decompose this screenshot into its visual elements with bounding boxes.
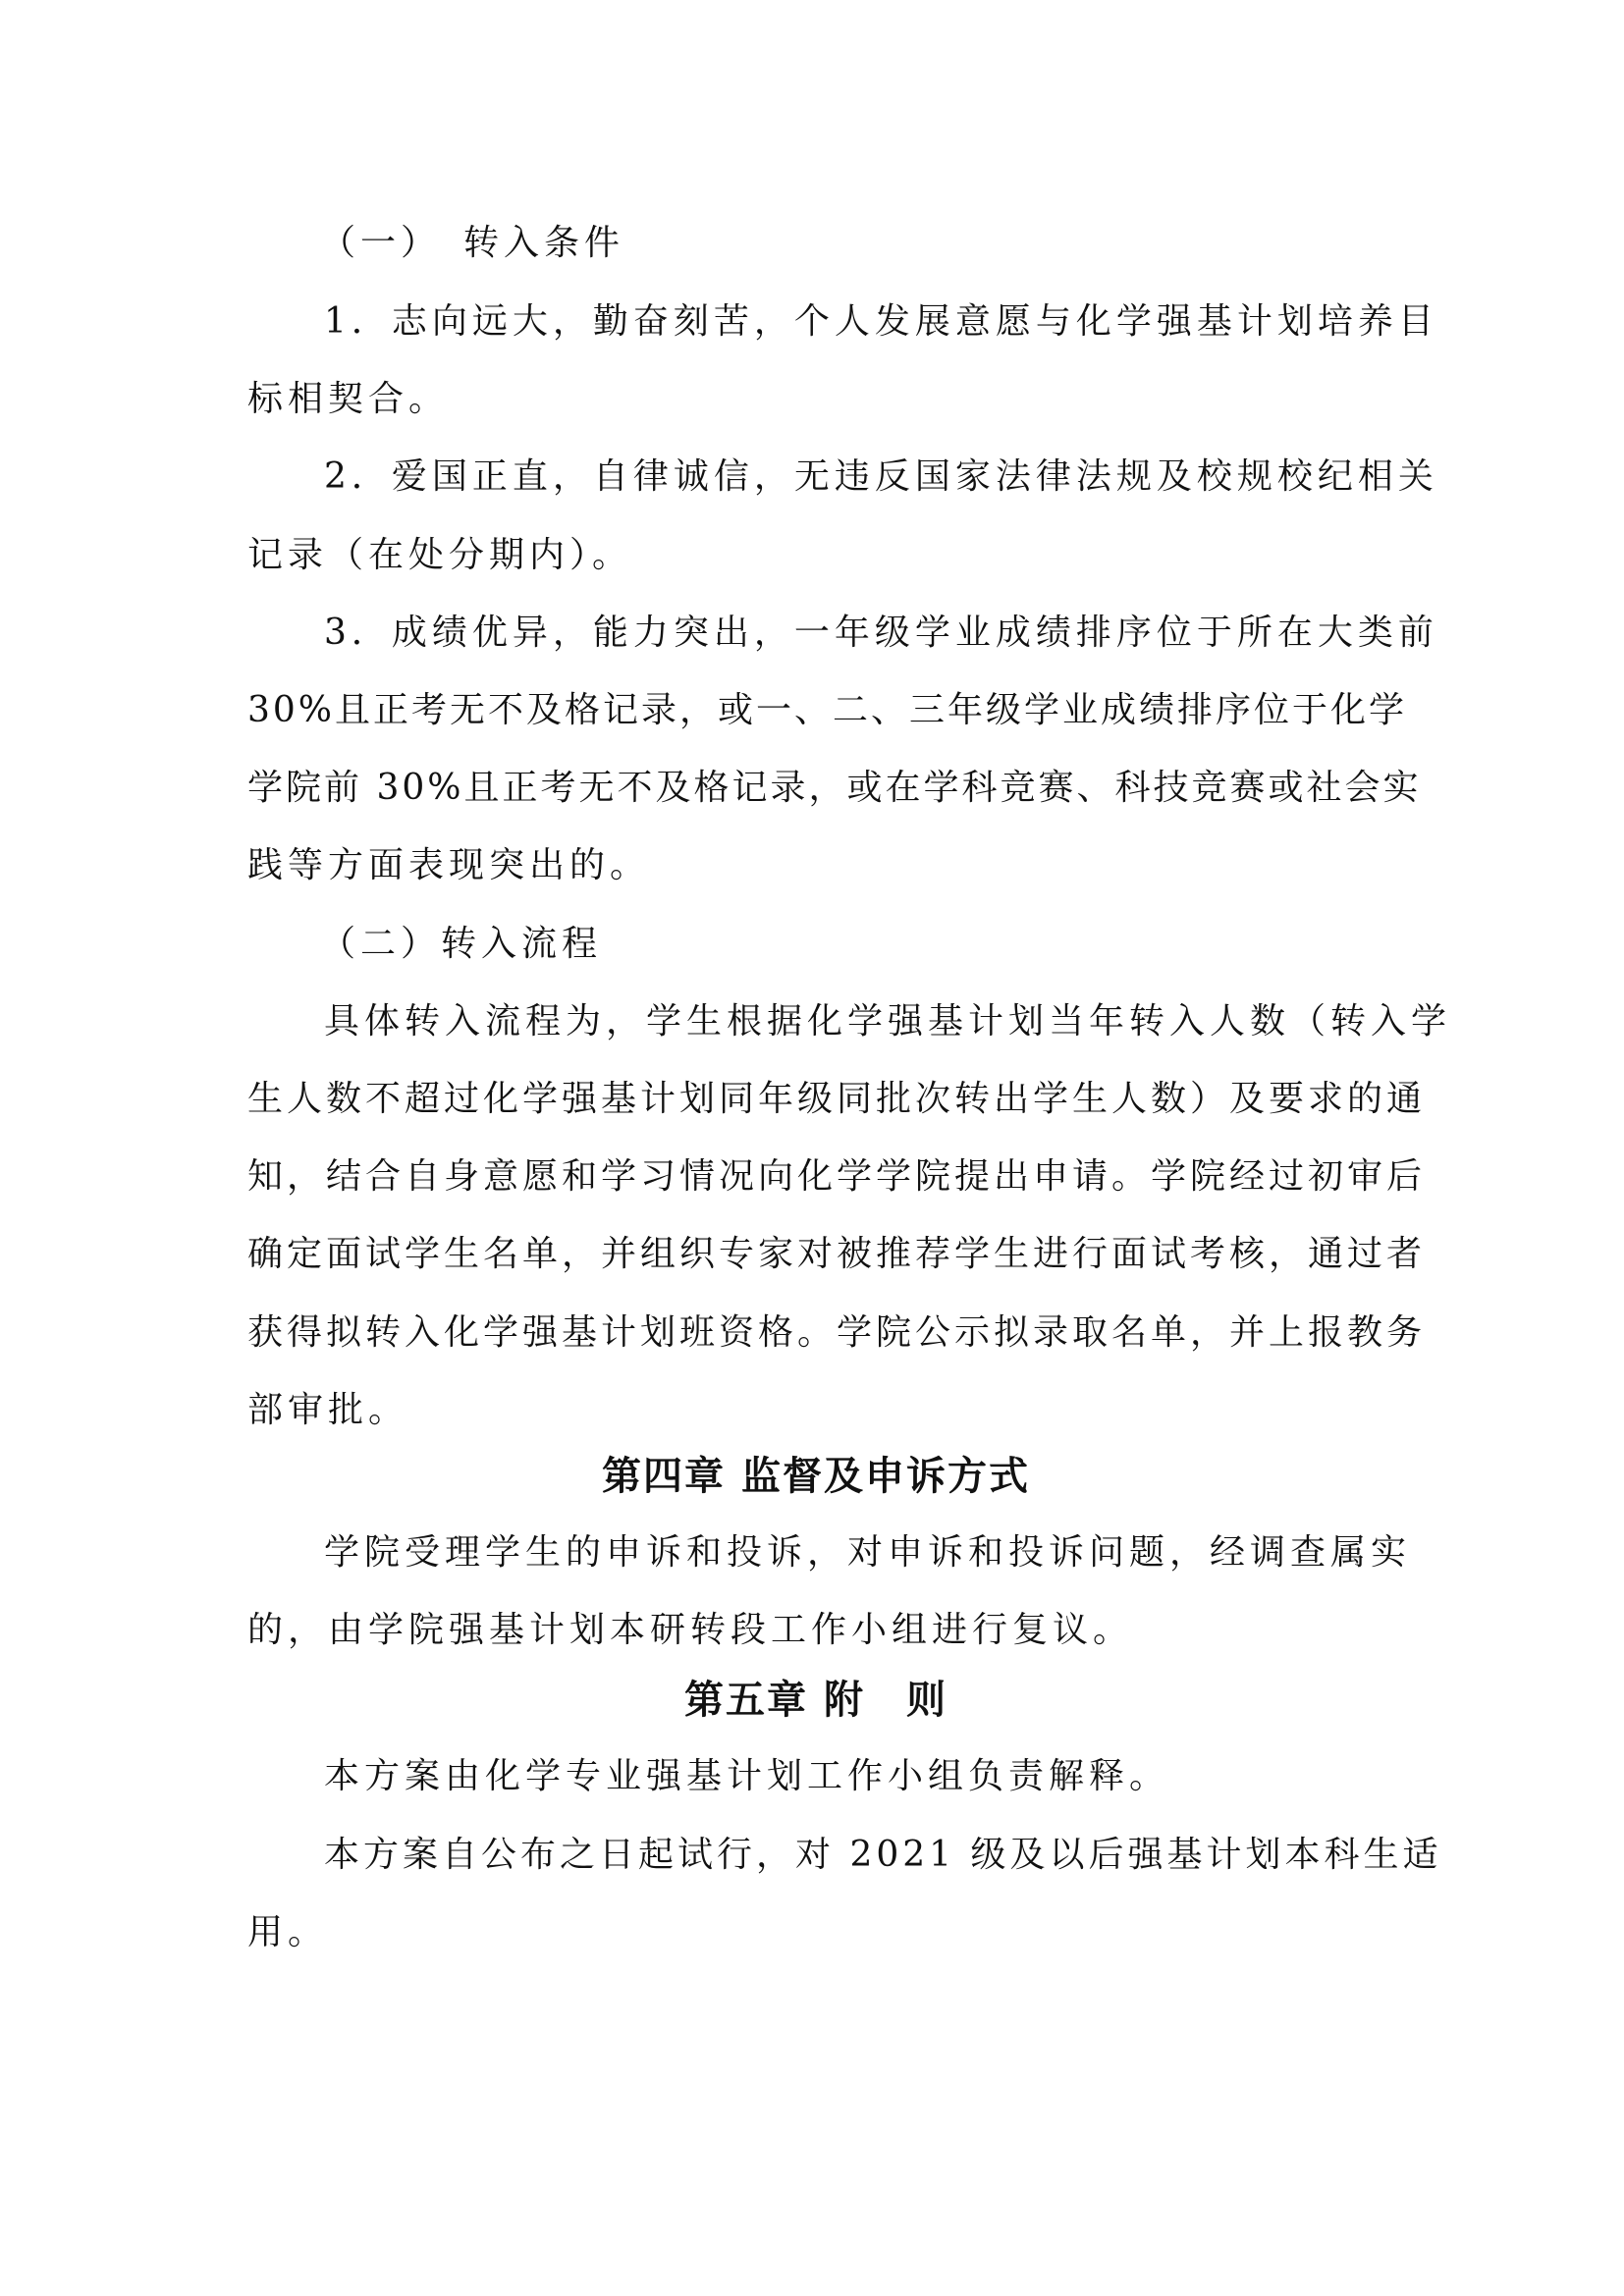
paragraph-line: 2．爱国正直，自律诚信，无违反国家法律法规及校规校纪相关 xyxy=(324,456,1438,497)
paragraph-line: 标相契合。 xyxy=(247,379,450,419)
paragraph-line: 学院受理学生的申诉和投诉，对申诉和投诉问题，经调查属实 xyxy=(324,1532,1412,1573)
section-heading-transfer-process: （二）转入流程 xyxy=(320,924,603,964)
paragraph-line: 30%且正考无不及格记录，或一、二、三年级学业成绩排序位于化学 xyxy=(247,690,1408,730)
chapter-4-title: 第四章 监督及申诉方式 xyxy=(602,1454,1030,1499)
paragraph-line: 生人数不超过化学强基计划同年级同批次转出学生人数）及要求的通 xyxy=(247,1079,1427,1119)
paragraph-line: 部审批。 xyxy=(247,1390,409,1430)
paragraph-line: 记录（在处分期内）。 xyxy=(247,535,633,575)
paragraph-line: 的，由学院强基计划本研转段工作小组进行复议。 xyxy=(247,1610,1134,1650)
paragraph-line: 学院前 30%且正考无不及格记录，或在学科竞赛、科技竞赛或社会实 xyxy=(247,768,1422,808)
paragraph-line: 确定面试学生名单，并组织专家对被推荐学生进行面试考核，通过者 xyxy=(247,1234,1427,1274)
paragraph-line: 践等方面表现突出的。 xyxy=(247,845,651,885)
paragraph-line: 3．成绩优异，能力突出，一年级学业成绩排序位于所在大类前 xyxy=(324,613,1438,653)
chapter-5-title: 第五章 附 则 xyxy=(684,1678,947,1723)
paragraph-line: 本方案自公布之日起试行，对 2021 级及以后强基计划本科生适 xyxy=(324,1835,1442,1875)
paragraph-line: 1．志向远大，勤奋刻苦，个人发展意愿与化学强基计划培养目 xyxy=(324,301,1438,342)
section-heading-transfer-conditions: （一） 转入条件 xyxy=(320,223,625,263)
paragraph-line: 知，结合自身意愿和学习情况向化学学院提出申请。学院经过初审后 xyxy=(247,1156,1427,1197)
paragraph-line: 用。 xyxy=(247,1912,329,1952)
paragraph-line: 具体转入流程为，学生根据化学强基计划当年转入人数（转入学 xyxy=(324,1001,1452,1041)
paragraph-line: 获得拟转入化学强基计划班资格。学院公示拟录取名单，并上报教务 xyxy=(247,1312,1427,1353)
paragraph-line: 本方案由化学专业强基计划工作小组负责解释。 xyxy=(324,1756,1170,1796)
